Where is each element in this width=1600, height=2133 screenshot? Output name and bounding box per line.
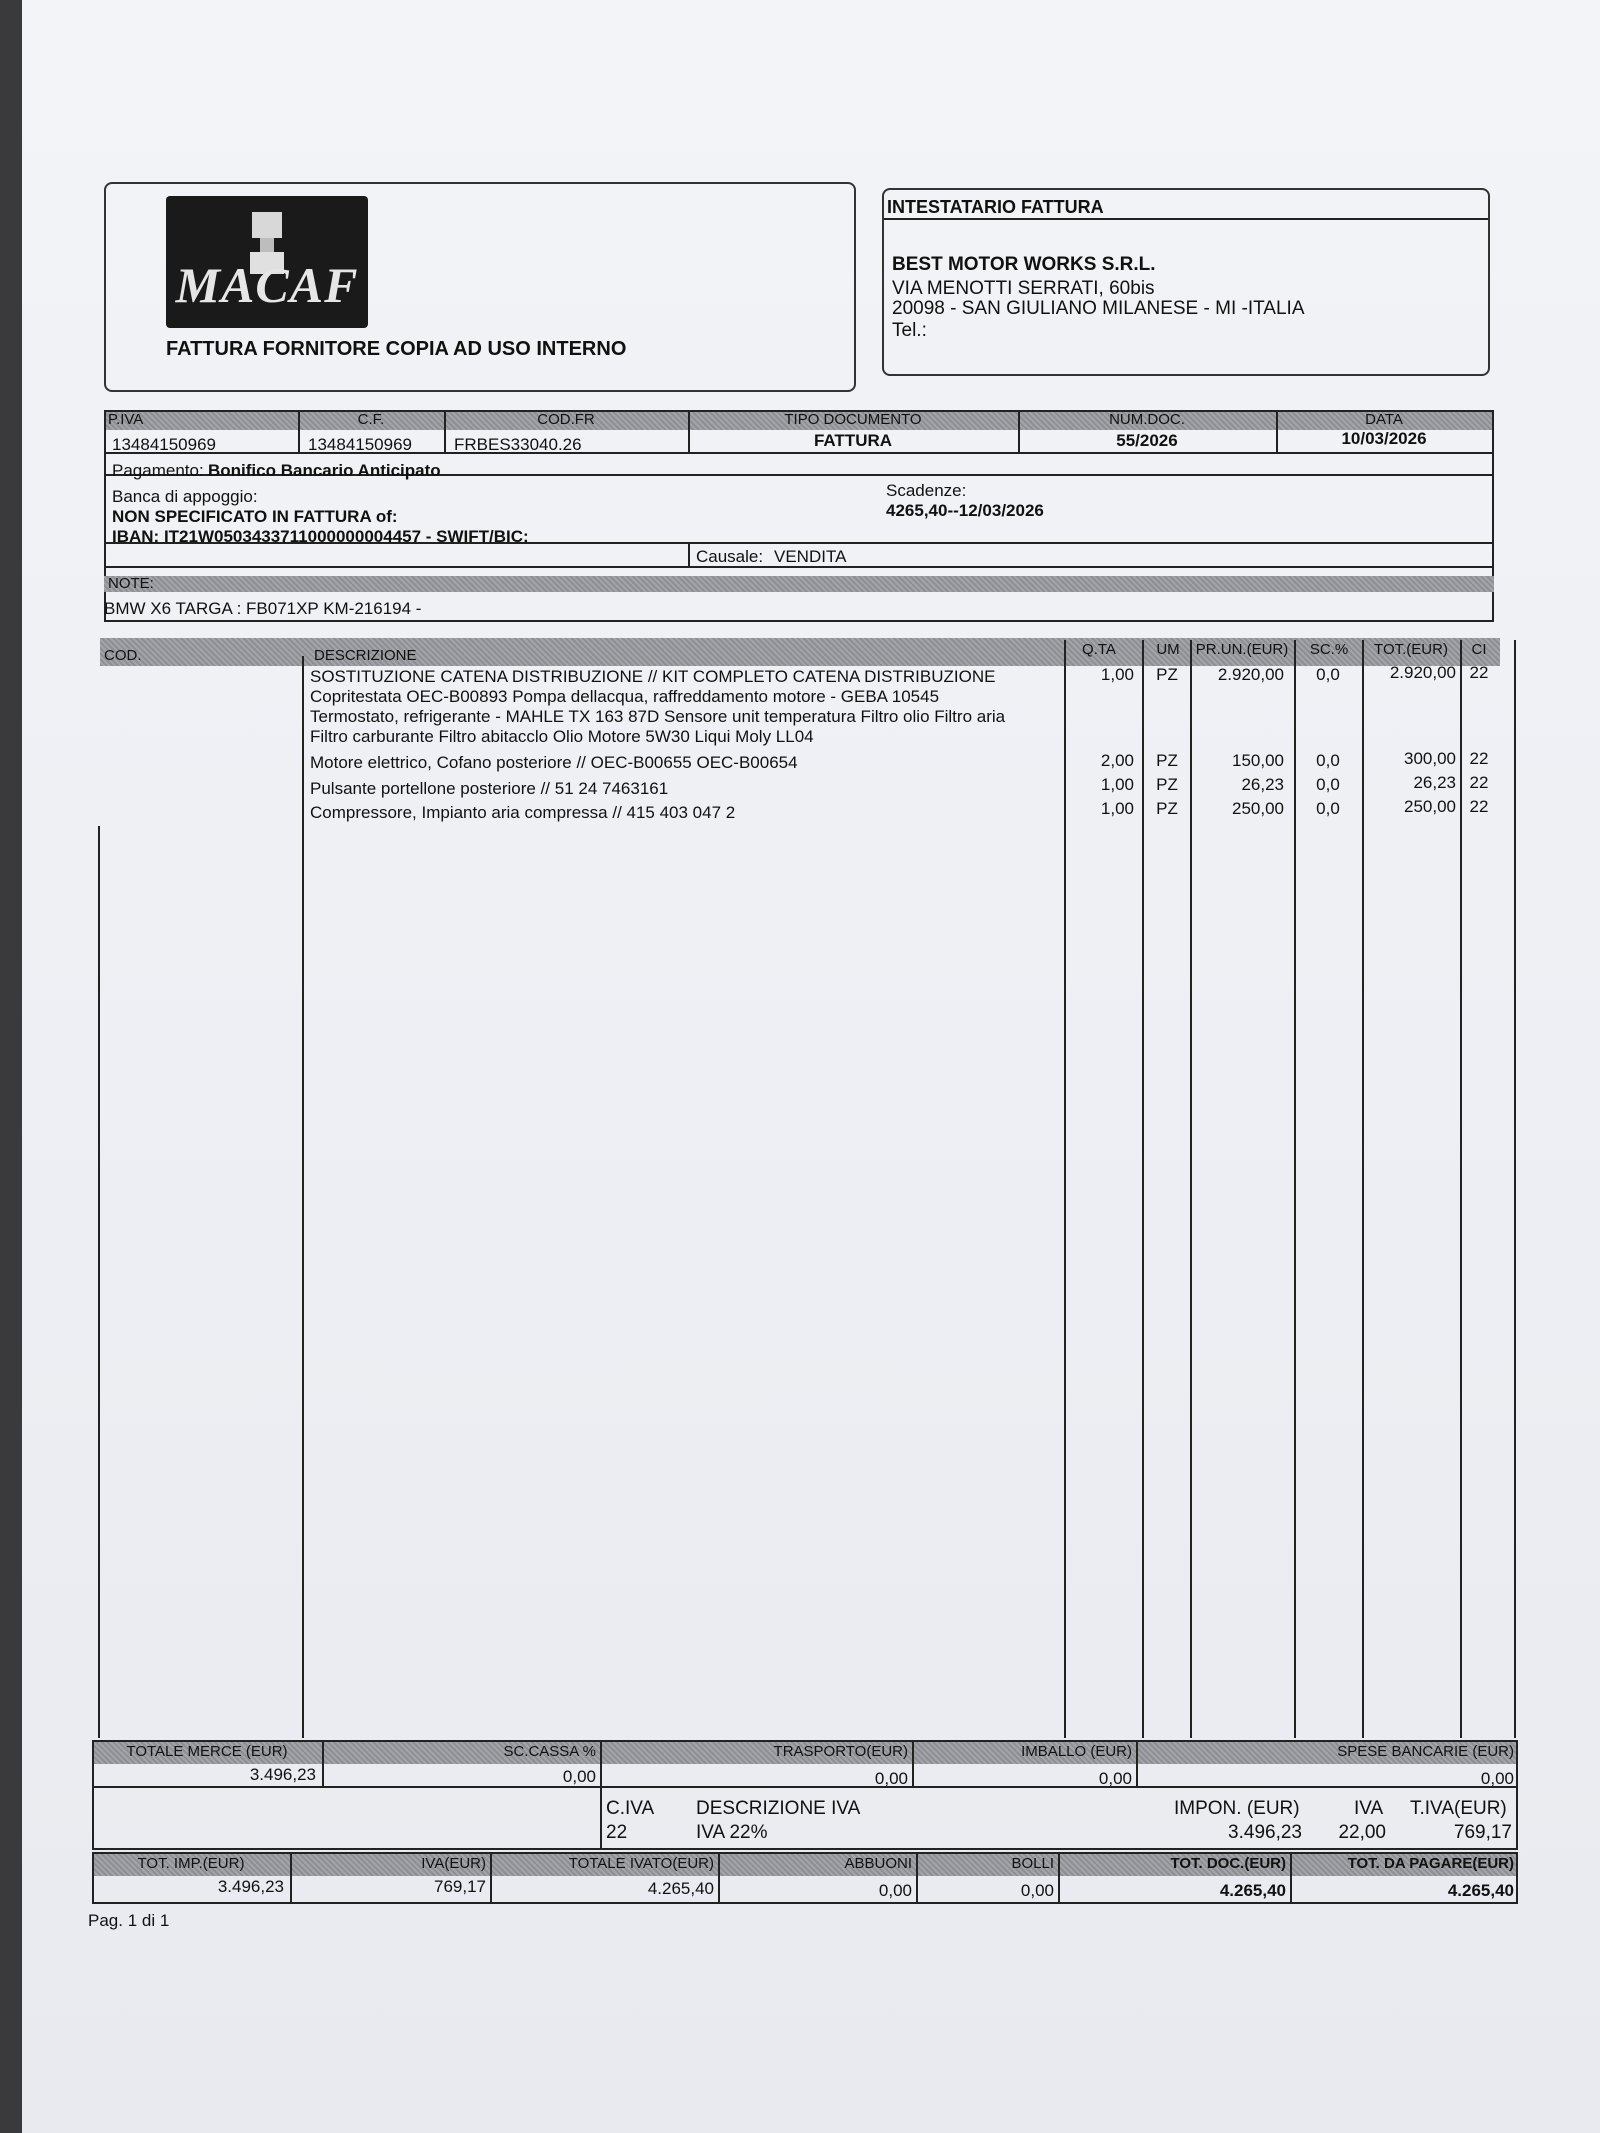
label-totale-ivato: TOTALE IVATO(EUR) xyxy=(568,1855,714,1872)
label-imballo: IMBALLO (EUR) xyxy=(1021,1743,1132,1760)
item-um: PZ xyxy=(1156,799,1178,818)
col-um: UM xyxy=(1156,641,1180,658)
label-trasporto: TRASPORTO(EUR) xyxy=(773,1743,908,1760)
recipient-city: 20098 - SAN GIULIANO MILANESE - MI -ITALIA xyxy=(892,298,1305,319)
data-value: 10/03/2026 xyxy=(1341,429,1427,448)
note-bar xyxy=(104,576,1494,592)
col-prun: PR.UN.(EUR) xyxy=(1195,641,1289,658)
col-ci: CI xyxy=(1471,641,1487,658)
item-ci: 22 xyxy=(1469,749,1489,768)
pagamento-value: Bonifico Bancario Anticipato xyxy=(208,461,441,480)
item-tot: 26,23 xyxy=(1413,773,1456,792)
recipient-address: VIA MENOTTI SERRATI, 60bis xyxy=(892,278,1155,299)
label-tipo: TIPO DOCUMENTO xyxy=(784,411,922,428)
item-descr-line: Termostato, refrigerante - MAHLE TX 163 87D Sensore unit temperatura Filtro olio Filtro aria xyxy=(310,707,1006,726)
label-descr-iva: DESCRIZIONE IVA xyxy=(696,1798,861,1819)
item-ci: 22 xyxy=(1469,663,1489,682)
item-tot: 300,00 xyxy=(1404,749,1456,768)
divider xyxy=(884,218,1488,220)
label-piva: P.IVA xyxy=(108,411,144,428)
item-tot: 250,00 xyxy=(1404,797,1456,816)
totale-merce-value: 3.496,23 xyxy=(249,1765,316,1784)
item-sc: 0,0 xyxy=(1316,665,1340,684)
label-tot-da-pagare: TOT. DA PAGARE(EUR) xyxy=(1347,1855,1514,1872)
item-prun: 250,00 xyxy=(1232,799,1284,818)
item-descr-line: Compressore, Impianto aria compressa // 415 403 047 2 xyxy=(310,803,736,822)
label-codfr: COD.FR xyxy=(537,411,595,428)
iva-value: 22,00 xyxy=(1338,1822,1386,1843)
label-data: DATA xyxy=(1365,411,1403,428)
note-label: NOTE: xyxy=(108,575,154,592)
banca-label: Banca di appoggio: xyxy=(112,487,258,506)
label-tot-imp: TOT. IMP.(EUR) xyxy=(137,1855,245,1872)
tipo-value: FATTURA xyxy=(813,431,893,450)
label-civa: C.IVA xyxy=(606,1798,655,1819)
num-value: 55/2026 xyxy=(1116,431,1178,450)
spese-value: 0,00 xyxy=(1480,1769,1514,1788)
trasporto-value: 0,00 xyxy=(874,1769,908,1788)
item-qta: 1,00 xyxy=(1100,799,1134,818)
item-sc: 0,0 xyxy=(1316,799,1340,818)
item-descr-line: Pulsante portellone posteriore // 51 24 7463161 xyxy=(310,779,669,798)
totale-ivato-value: 4.265,40 xyxy=(647,1879,714,1898)
descr-iva-value: IVA 22% xyxy=(696,1822,768,1843)
divider xyxy=(444,410,446,452)
iva-eur-value: 769,17 xyxy=(434,1877,486,1896)
label-sc-cassa: SC.CASSA % xyxy=(503,1743,596,1760)
item-sc: 0,0 xyxy=(1316,775,1340,794)
col-sc: SC.% xyxy=(1309,641,1349,658)
causale-label: Causale: xyxy=(696,547,764,566)
bolli-value: 0,00 xyxy=(1020,1881,1054,1900)
label-tot-doc: TOT. DOC.(EUR) xyxy=(1170,1855,1286,1872)
item-ci: 22 xyxy=(1469,797,1489,816)
iban-value: IBAN: IT21W0503433711000000004457 - SWIFT/BIC: xyxy=(112,527,529,546)
tot-doc-value: 4.265,40 xyxy=(1219,1881,1286,1900)
recipient-title: INTESTATARIO FATTURA xyxy=(887,197,1104,217)
recipient-tel: Tel.: xyxy=(892,320,927,341)
banca-value: NON SPECIFICATO IN FATTURA of: xyxy=(112,507,398,526)
label-totale-merce: TOTALE MERCE (EUR) xyxy=(126,1743,288,1760)
label-iva-eur: IVA(EUR) xyxy=(421,1855,486,1872)
item-ci: 22 xyxy=(1469,773,1489,792)
item-prun: 150,00 xyxy=(1232,751,1284,770)
item-descr-line: Copritestata OEC-B00893 Pompa dellacqua, raffreddamento motore - GEBA 10545 xyxy=(310,687,940,706)
impon-value: 3.496,23 xyxy=(1228,1822,1302,1843)
codfr-value: FRBES33040.26 xyxy=(454,435,582,454)
item-um: PZ xyxy=(1156,775,1178,794)
item-um: PZ xyxy=(1156,751,1178,770)
logo-text: MACAF xyxy=(175,257,359,313)
label-num: NUM.DOC. xyxy=(1109,411,1185,428)
doc-title: FATTURA FORNITORE COPIA AD USO INTERNO xyxy=(166,338,627,360)
label-iva: IVA xyxy=(1354,1798,1384,1819)
sc-cassa-value: 0,00 xyxy=(562,1767,596,1786)
item-qta: 1,00 xyxy=(1100,775,1134,794)
abbuoni-value: 0,00 xyxy=(878,1881,912,1900)
imballo-value: 0,00 xyxy=(1098,1769,1132,1788)
divider xyxy=(98,826,100,1738)
civa-value: 22 xyxy=(606,1822,628,1843)
col-tot: TOT.(EUR) xyxy=(1374,641,1448,658)
divider xyxy=(302,656,304,1738)
tot-da-pagare-value: 4.265,40 xyxy=(1447,1881,1514,1900)
item-prun: 2.920,00 xyxy=(1217,665,1284,684)
item-qta: 1,00 xyxy=(1100,665,1134,684)
tiva-value: 769,17 xyxy=(1453,1822,1512,1843)
item-descr-line: Motore elettrico, Cofano posteriore // OEC-B00655 OEC-B00654 xyxy=(310,753,798,772)
causale-value: VENDITA xyxy=(774,547,847,566)
divider xyxy=(298,410,300,452)
background-edge xyxy=(0,0,22,2133)
divider xyxy=(688,542,690,566)
cf-value: 13484150969 xyxy=(308,435,413,454)
note-value: BMW X6 TARGA : FB071XP KM-216194 - xyxy=(104,599,422,618)
tot-imp-value: 3.496,23 xyxy=(217,1877,284,1896)
item-prun: 26,23 xyxy=(1241,775,1284,794)
item-descr-line: SOSTITUZIONE CATENA DISTRIBUZIONE // KIT COMPLETO CATENA DISTRIBUZIONE xyxy=(310,667,996,686)
piva-value: 13484150969 xyxy=(112,435,217,454)
item-qta: 2,00 xyxy=(1100,751,1134,770)
label-tiva: T.IVA(EUR) xyxy=(1410,1798,1507,1819)
item-tot: 2.920,00 xyxy=(1389,663,1456,682)
company-logo xyxy=(166,196,368,328)
item-descr-line: Filtro carburante Filtro abitacclo Olio Motore 5W30 Liqui Moly LL04 xyxy=(310,727,814,746)
item-um: PZ xyxy=(1156,665,1178,684)
label-cf: C.F. xyxy=(357,411,385,428)
scadenze-label: Scadenze: xyxy=(886,481,967,500)
scadenze-value: 4265,40--12/03/2026 xyxy=(886,501,1044,520)
page-number: Pag. 1 di 1 xyxy=(88,1911,170,1930)
recipient-name: BEST MOTOR WORKS S.R.L. xyxy=(892,254,1156,275)
col-cod: COD. xyxy=(104,647,142,664)
divider xyxy=(1514,640,1516,1738)
label-bolli: BOLLI xyxy=(1011,1855,1054,1872)
label-impon: IMPON. (EUR) xyxy=(1174,1798,1300,1819)
label-spese: SPESE BANCARIE (EUR) xyxy=(1337,1743,1514,1760)
pagamento-label: Pagamento: xyxy=(112,461,204,480)
col-descr: DESCRIZIONE xyxy=(314,647,417,664)
label-abbuoni: ABBUONI xyxy=(844,1855,912,1872)
col-qta: Q.TA xyxy=(1082,641,1116,658)
item-sc: 0,0 xyxy=(1316,751,1340,770)
